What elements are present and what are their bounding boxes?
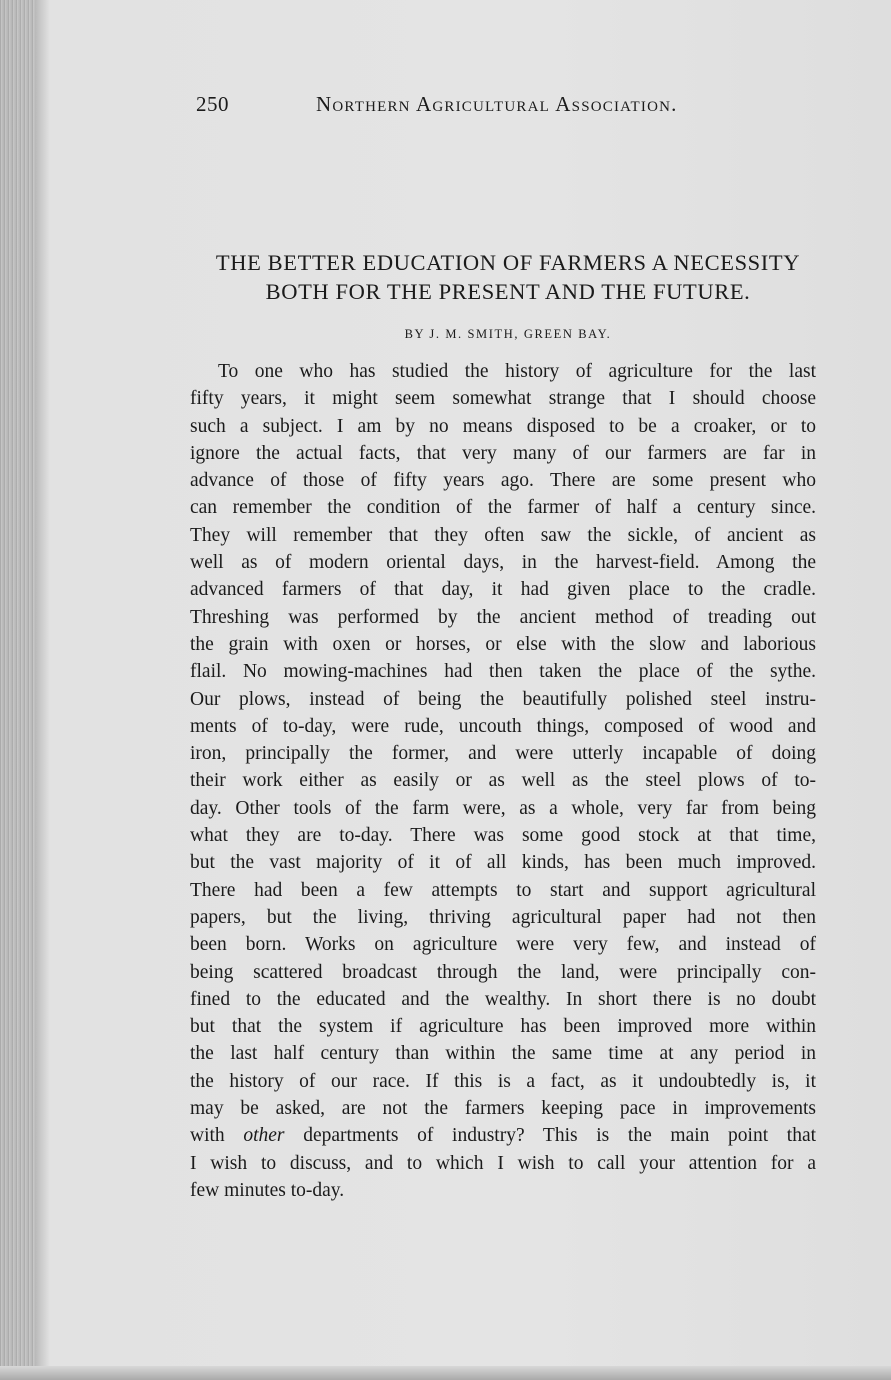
text-line: advanced farmers of that day, it had given place to the cradle. xyxy=(190,579,816,601)
title-line: THE BETTER EDUCATION OF FARMERS A NECESSITY xyxy=(215,250,801,275)
page-number: 250 xyxy=(196,92,229,116)
text-line: I wish to discuss, and to which I wish to call your attention for a xyxy=(190,1152,816,1174)
text-line: There had been a few attempts to start and support agricultural xyxy=(190,879,816,901)
byline: BY J. M. SMITH, GREEN BAY. xyxy=(404,327,612,341)
title-line: BOTH FOR THE PRESENT AND THE FUTURE. xyxy=(265,279,751,304)
italic-word: other xyxy=(243,1125,285,1147)
text-line: but that the system if agriculture has been improved more within xyxy=(190,1016,816,1038)
text-line: Our plows, instead of being the beautifully polished steel instru- xyxy=(190,688,816,710)
text-line: what they are to-day. There was some good stock at that time, xyxy=(190,825,816,847)
gutter-shadow xyxy=(36,0,50,1380)
book-gutter-edge xyxy=(0,0,36,1380)
text-line-with-italic xyxy=(190,1122,816,1149)
text-line: the grain with oxen or horses, or else with the slow and laborious xyxy=(190,633,816,655)
page-header xyxy=(196,92,816,122)
text-line: papers, but the living, thriving agricultural paper had not then xyxy=(190,906,816,928)
text-line: Threshing was performed by the ancient method of treading out xyxy=(190,606,816,628)
text-line: their work either as easily or as well as the steel plows of to- xyxy=(190,770,816,792)
text-fragment: departments of industry? This is the main point that xyxy=(303,1125,816,1147)
text-line: the last half century than within the same time at any period in xyxy=(190,1043,816,1065)
article-title xyxy=(190,248,826,306)
text-line: ignore the actual facts, that very many of our farmers are far in xyxy=(190,442,816,464)
text-line: flail. No mowing-machines had then taken the place of the sythe. xyxy=(190,661,816,683)
text-line: been born. Works on agriculture were very few, and instead of xyxy=(190,934,816,956)
text-line: such a subject. I am by no means disposed to be a croaker, or to xyxy=(190,415,816,437)
article-body xyxy=(190,358,816,1204)
text-line: fifty years, it might seem somewhat strange that I should choose xyxy=(190,388,816,410)
text-line: day. Other tools of the farm were, as a whole, very far from being xyxy=(190,797,816,819)
text-line: iron, principally the former, and were utterly incapable of doing xyxy=(190,743,816,765)
text-line: They will remember that they often saw the sickle, of ancient as xyxy=(190,524,816,546)
text-line: well as of modern oriental days, in the harvest-field. Among the xyxy=(190,552,816,574)
text-line: To one who has studied the history of agriculture for the last xyxy=(218,361,816,382)
text-line: being scattered broadcast through the land, were principally con- xyxy=(190,961,816,983)
text-line: fined to the educated and the wealthy. In short there is no doubt xyxy=(190,988,816,1010)
text-line: can remember the condition of the farmer of half a century since. xyxy=(190,497,816,519)
text-line: may be asked, are not the farmers keeping pace in improvements xyxy=(190,1098,816,1120)
text-line: but the vast majority of it of all kinds, has been much improved. xyxy=(190,852,816,874)
text-line: the history of our race. If this is a fact, as it undoubtedly is, it xyxy=(190,1070,816,1092)
text-line: ments of to-day, were rude, uncouth things, composed of wood and xyxy=(190,715,816,737)
text-line: few minutes to-day. xyxy=(190,1179,345,1201)
page-bottom-edge xyxy=(0,1366,891,1380)
text-line: advance of those of fifty years ago. There are some present who xyxy=(190,470,816,492)
running-head: Northern Agricultural Association. xyxy=(316,92,678,116)
text-fragment: with xyxy=(190,1125,225,1147)
